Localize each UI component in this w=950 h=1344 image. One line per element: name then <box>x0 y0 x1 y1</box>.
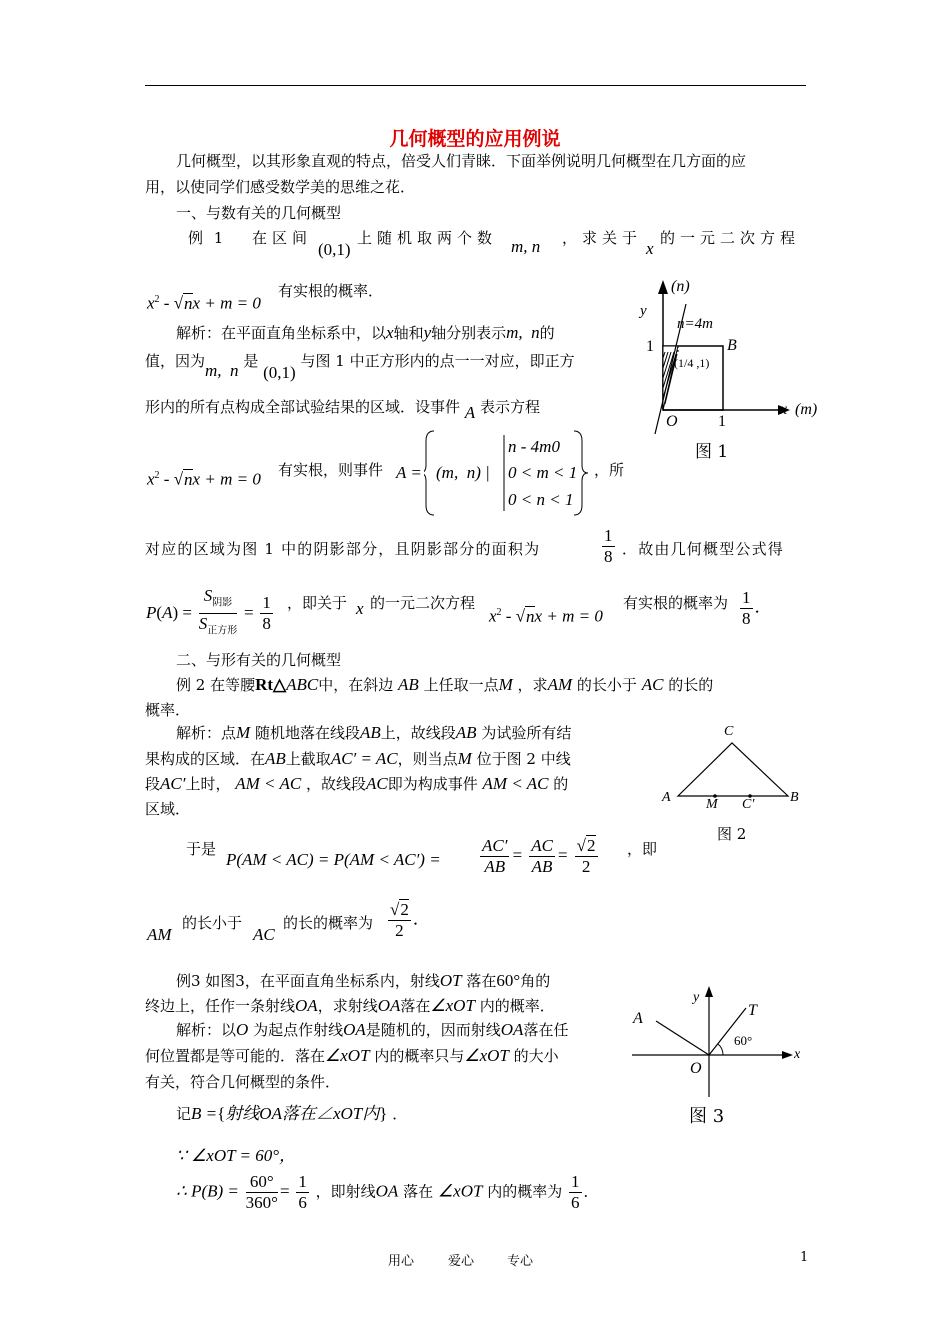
ex2-final-b: 的长的概率为 <box>283 914 374 932</box>
section-1-heading: 一、与数有关的几何概型 <box>176 204 342 222</box>
example-1-text-d: 的一元二次方程 <box>660 229 801 247</box>
equation-1: $x^2 - √nx + m = 0$ <box>147 293 261 313</box>
footer-mid: 爱心 <box>448 1254 475 1269</box>
ex2-final-a: 的长小于 <box>182 914 243 932</box>
fig3-a: A <box>633 1010 643 1027</box>
page-number: 1 <box>800 1250 809 1265</box>
ex2-ji: ，即 <box>627 840 658 858</box>
fig3-deg: 60° <box>734 1033 753 1048</box>
equation-tail: 有实根的概率． <box>278 282 384 300</box>
fig1-x-label: x <box>780 401 788 418</box>
fig3-x: x <box>794 1047 801 1062</box>
ex2-sol-4: 区域． <box>145 800 191 818</box>
fig1-one-y: 1 <box>646 338 654 355</box>
page-title: 几何概型的应用例说 <box>389 128 561 150</box>
intro-line-1: 几何概型，以其形象直观的特点，倍受人们青睐．下面举例说明几何概型在几方面的应 <box>176 152 747 170</box>
sol-3: 形内的所有点构成全部试验结果的区域．设事件 A 表示方程 <box>145 398 540 422</box>
ex3-line-1: 例3 如图3，在平面直角坐标系内，射线OT 落在60°角的 <box>176 971 551 990</box>
fig1-m-label: (m) <box>795 401 818 418</box>
ex2-line-2: 概率． <box>145 701 191 719</box>
ex3-therefore: ∴ P(B) = $\frac{60^\circ}{360^\circ}$ = $\frac{1}{6}$ ，即射线OA 落在 ∠xOT 内的概率为 $\frac{1}{6}$ ． <box>176 1172 599 1212</box>
figure-2 <box>660 740 810 810</box>
fig2-c: C <box>724 724 734 739</box>
interval: (0,1) <box>318 240 351 259</box>
fig2-m: M <box>706 797 718 812</box>
frac-1-8: $\frac{1}{8}$ <box>604 526 613 566</box>
fig2-a: A <box>662 790 671 805</box>
sol-5b: ．故由几何概型公式得 <box>622 540 785 558</box>
ex3-because: ∵ ∠xOT = 60°， <box>176 1146 297 1165</box>
ex3-sol-2: 何位置都是等可能的．落在∠xOT 内的概率只与∠xOT 的大小 <box>145 1046 559 1065</box>
sol-4a: 有实根，则事件 <box>278 461 384 479</box>
sol-2: 值，因为m, n 是 (0,1) 与图 1 中正方形内的点一一对应，即正方 <box>145 352 575 382</box>
fig1-y-label: y <box>640 303 647 319</box>
example-1-text-c: ，求关于 <box>562 229 643 247</box>
fig3-y: y <box>693 990 700 1005</box>
ex3-sol-1: 解析：以O 为起点作射线OA是随机的，因而射线OA落在任 <box>176 1020 569 1039</box>
fig1-one-x: 1 <box>718 413 726 430</box>
header-rule <box>145 85 806 86</box>
sol-1: 解析：在平面直角坐标系中，以x轴和y轴分别表示m, n的 <box>176 323 555 342</box>
ex2-line-1: 例 2 在等腰Rt△ABC中，在斜边 AB 上任取一点M ，求AM 的长小于 AC 的长的 <box>176 675 714 694</box>
sol-6c: 有实根的概率为 <box>623 594 729 612</box>
fig1-caption: 图 1 <box>695 442 729 462</box>
equation-1b: $x^2 - √nx + m = 0$ <box>147 469 261 489</box>
fig2-cp: C′ <box>742 797 755 812</box>
fig1-b-label: B <box>727 337 737 354</box>
ex2-sol-2: 果构成的区域．在AB上截取AC′ = AC，则当点M 位于图 2 中线 <box>145 749 571 768</box>
ex2-sol-3: 段AC′上时， AM < AC ，故线段AC即为构成事件 AM < AC 的 <box>145 774 569 793</box>
ex3-set-def: 记B ={射线OA落在∠xOT内} ． <box>176 1104 408 1123</box>
ex2-ac: AC <box>253 925 275 944</box>
example-1-label: 例 1 <box>188 229 224 247</box>
fig3-o: O <box>690 1060 702 1077</box>
probability-formula: P(A) = $\frac{S_{阴影}}{S_{正方形}}$ = $\frac{1}{8}$ <box>146 586 271 637</box>
section-2-heading: 二、与形有关的几何概型 <box>176 651 342 669</box>
footer-right: 专心 <box>507 1254 534 1269</box>
sol-6b: 的一元二次方程 <box>370 594 476 612</box>
condition-1: n - 4m0 <box>508 437 560 456</box>
set-mn: (m, n) | <box>436 463 490 482</box>
intro-line-2: 用，以使同学们感受数学美的思维之花． <box>145 178 416 196</box>
fig1-line-label: n=4m <box>677 316 713 332</box>
fig1-point-label: (1/4 ,1) <box>674 356 710 370</box>
fig1-n-label: (n) <box>671 278 690 295</box>
fig1-o-label: O <box>666 413 678 430</box>
sol-4b: ，所 <box>594 461 625 479</box>
fig3-caption: 图 3 <box>689 1106 725 1127</box>
equation-1c: $x^2 - √nx + m = 0$ <box>489 606 603 626</box>
fig2-caption: 图 2 <box>717 825 747 843</box>
ex2-final-frac: $\frac{√2}{2}$ ． <box>390 900 430 940</box>
example-1-text-b: 上随机取两个数 <box>357 229 498 247</box>
figure-1 <box>628 274 838 464</box>
condition-3: 0 < n < 1 <box>508 490 574 509</box>
vars-mn: m, n <box>511 237 541 256</box>
fig2-b: B <box>790 790 799 805</box>
ex2-then: 于是 <box>186 840 217 858</box>
footer-left: 用心 <box>388 1254 415 1269</box>
event-a-def: A = <box>396 463 422 482</box>
ex2-p-expr: P(AM < AC) = P(AM < AC′) = <box>226 850 441 869</box>
figure-3 <box>630 985 805 1105</box>
fig3-t: T <box>748 1002 757 1019</box>
ex2-am: AM <box>147 925 172 944</box>
ex2-fractions: $\frac{AC'}{AB}$ = $\frac{AC}{AB}$ = $\frac{√2}{2}$ <box>482 836 596 876</box>
ex2-sol-1: 解析：点M 随机地落在线段AB上，故线段AB 为试验所有结 <box>176 723 572 742</box>
ex3-sol-3: 有关，符合几何概型的条件． <box>145 1073 341 1091</box>
var-x-2: x <box>356 599 364 618</box>
condition-2: 0 < m < 1 <box>508 463 578 482</box>
example-1-text-a: 在区间 <box>252 229 313 247</box>
frac-1-8-b: $\frac{1}{8}$ ． <box>742 588 772 628</box>
sol-5a: 对应的区域为图 1 中的阴影部分，且阴影部分的面积为 <box>145 540 541 558</box>
sol-6a: ，即关于 <box>287 594 348 612</box>
ex3-line-2: 终边上，任作一条射线OA，求射线OA落在∠xOT 内的概率． <box>145 996 555 1015</box>
var-x: x <box>646 239 654 258</box>
